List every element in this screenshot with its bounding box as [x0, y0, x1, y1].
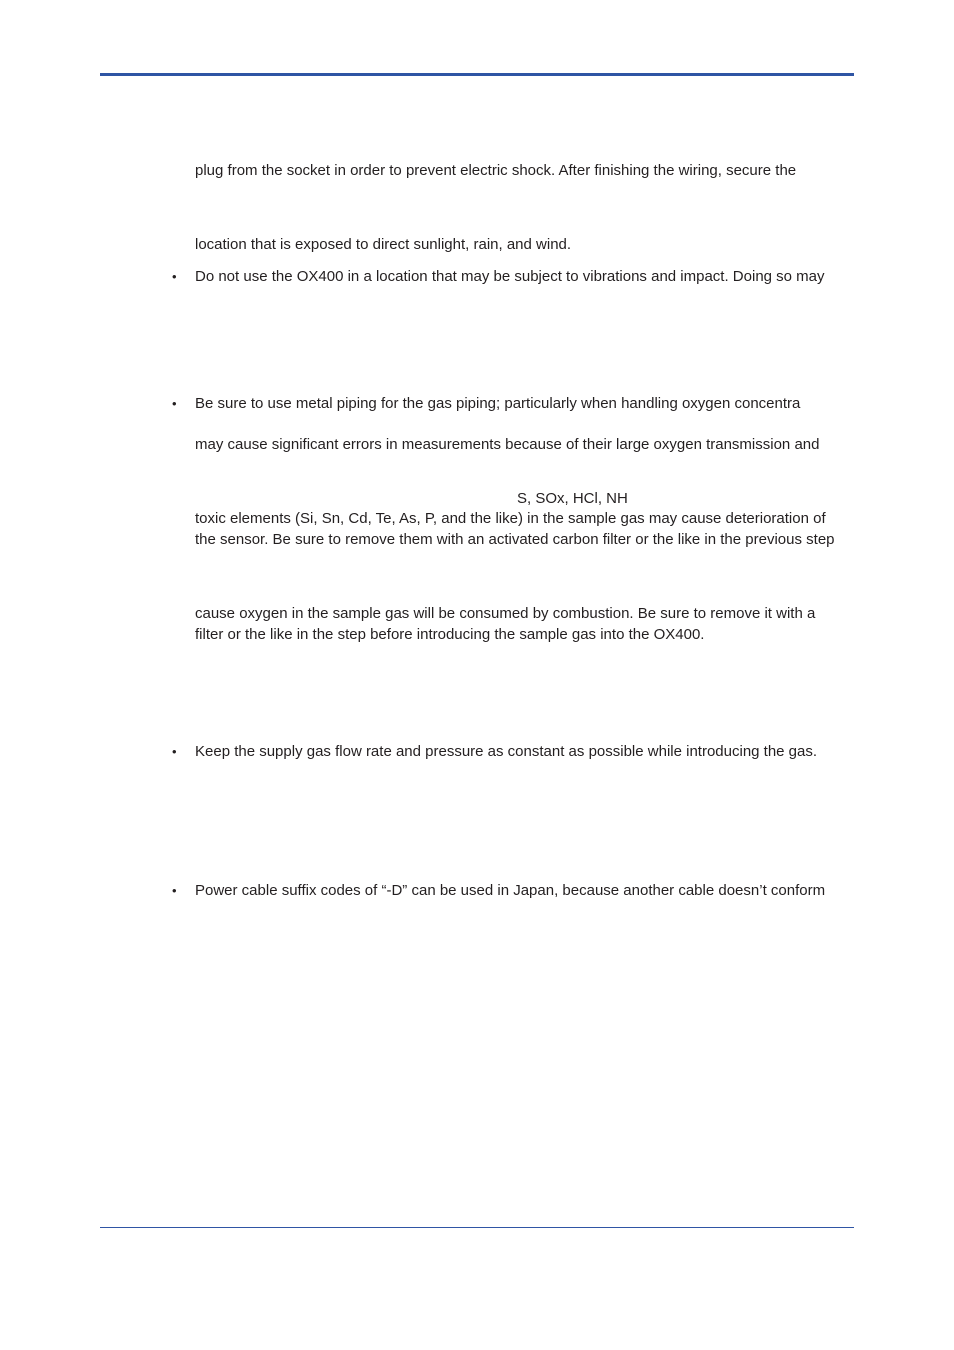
text-line: plug from the socket in order to prevent electric shock. After finishing the wiring, secure the — [195, 162, 797, 179]
text-fragment: S, SOx, HCl, NH — [517, 490, 628, 507]
text-line: cause oxygen in the sample gas will be consumed by combustion. Be sure to remove it with a — [195, 605, 816, 622]
footer-rule — [100, 1227, 854, 1228]
text-line: location that is exposed to direct sunlight, rain, and wind. — [195, 236, 572, 253]
text-line: may cause significant errors in measurements because of their large oxygen transmission and — [195, 436, 820, 453]
bullet-icon: • — [172, 269, 177, 284]
text-line: Keep the supply gas flow rate and pressure as constant as possible while introducing the gas. — [195, 743, 818, 760]
text-line: Do not use the OX400 in a location that may be subject to vibrations and impact. Doing so may — [195, 268, 825, 285]
bullet-icon: • — [172, 883, 177, 898]
bullet-icon: • — [172, 744, 177, 759]
text-line: Be sure to use metal piping for the gas piping; particularly when handling oxygen concentra — [195, 395, 801, 412]
text-line: Power cable suffix codes of “-D” can be used in Japan, because another cable doesn’t conform — [195, 882, 826, 899]
text-line: toxic elements (Si, Sn, Cd, Te, As, P, and the like) in the sample gas may cause deterioration of — [195, 510, 826, 527]
header-rule — [100, 73, 854, 76]
text-line: filter or the like in the step before introducing the sample gas into the OX400. — [195, 626, 705, 643]
text-line: the sensor. Be sure to remove them with an activated carbon filter or the like in the previous step — [195, 531, 835, 548]
bullet-icon: • — [172, 396, 177, 411]
